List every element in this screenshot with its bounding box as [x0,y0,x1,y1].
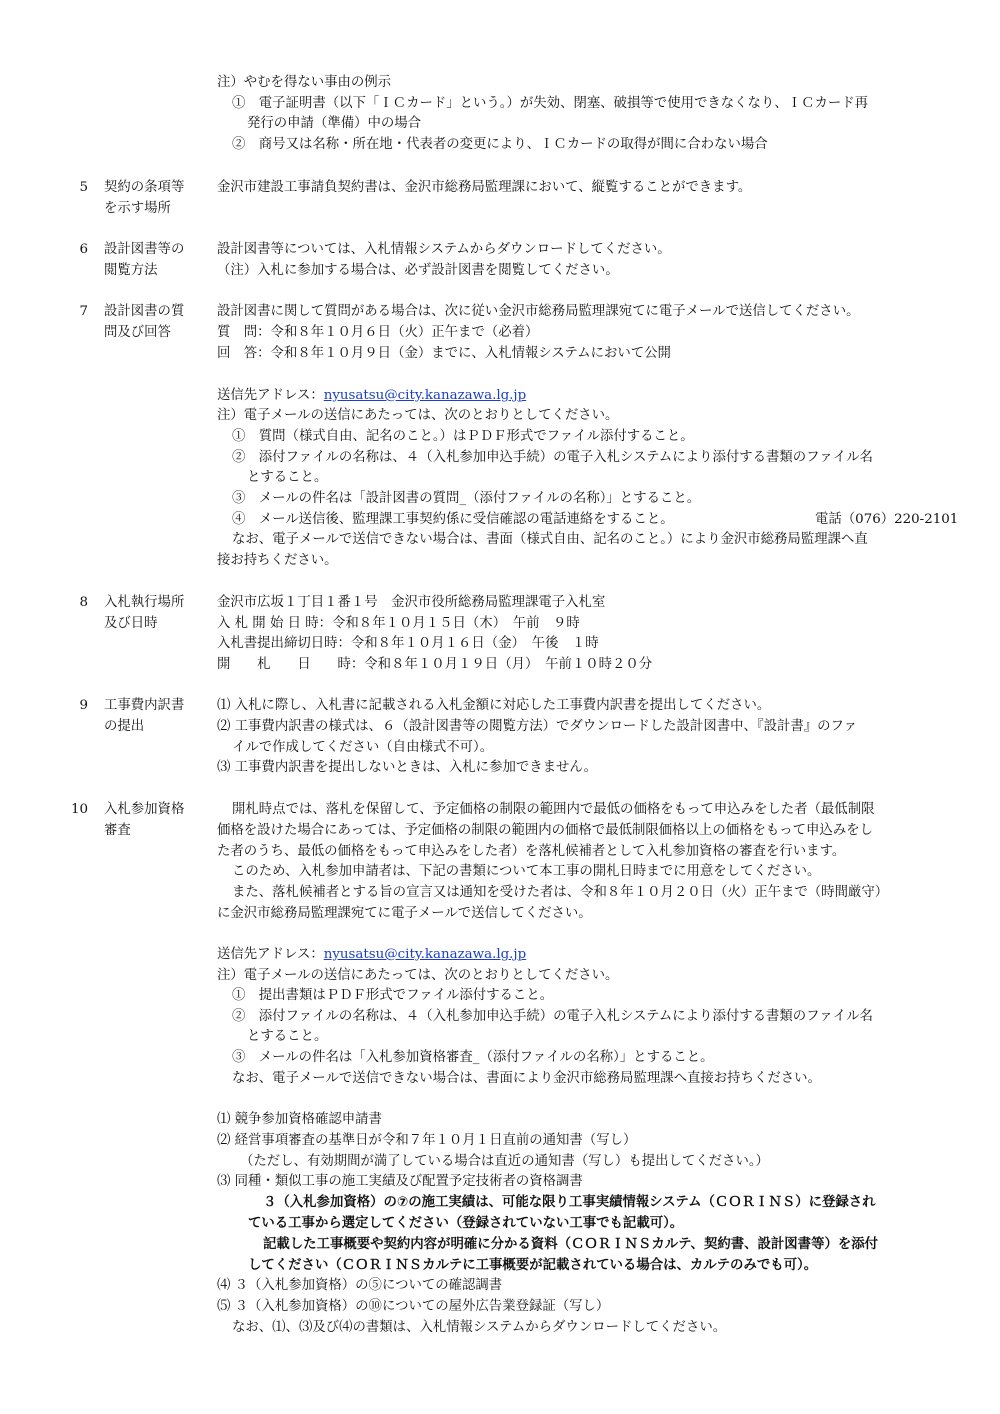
section-body: 質 問：令和８年１０月６日（火）正午まで（必着） [217,325,539,340]
note-item: ② 添付ファイルの名称は、４（入札参加申込手続）の電子入札システムにより添付する書類のファイル名 [232,1009,873,1024]
bold-notice: ている工事から選定してください（登録されていない工事でも記載可）。 [248,1216,684,1231]
section-heading: を示す場所 [104,201,171,216]
note-title: 注）電子メールの送信にあたっては、次のとおりとしてください。 [217,408,619,423]
document-item: ⑸ ３（入札参加資格）の⑩についての屋外広告業登録証（写し） [217,1299,610,1314]
document-item-note: （ただし、有効期間が満了している場合は直近の通知書（写し）も提出してください。） [240,1154,769,1169]
email-address-line [217,945,526,965]
note-footer: なお、電子メールで送信できない場合は、書面により金沢市総務局監理課へ直接お持ちください。 [232,1071,821,1086]
section-heading: 工事費内訳書 [104,698,185,713]
section-body: イルで作成してください（自由様式不可）。 [232,740,494,755]
note-footer: なお、電子メールで送信できない場合は、書面（様式自由、記名のこと。）により金沢市総務局監理課へ直 [232,532,868,547]
intro-note-item: 発行の申請（準備）中の場合 [247,116,422,131]
section-number: 6 [79,242,88,257]
document-item: ⑵ 経営事項審査の基準日が令和７年１０月１日直前の通知書（写し） [217,1133,637,1148]
note-item: ④ メール送信後、監理課工事契約係に受信確認の電話連絡をすること。 [232,512,674,527]
section-heading: 及び日時 [104,616,158,631]
section-number: 9 [79,698,88,713]
section-heading: 契約の条項等 [104,180,185,195]
section-body: 金沢市建設工事請負契約書は、金沢市総務局監理課において、縦覧することができます。 [217,180,752,195]
bold-notice: 記載した工事概要や契約内容が明確に分かる資料（ＣＯＲＩＮＳカルテ、契約書、設計図書等）を添付 [263,1237,879,1252]
bold-notice: してください（ＣＯＲＩＮＳカルテに工事概要が記載されている場合は、カルテのみでも可）。 [248,1258,818,1273]
note-item: とすること。 [247,1029,328,1044]
section-heading: 設計図書等の [104,242,185,257]
section-heading: 入札参加資格 [104,802,185,817]
section-body: このため、入札参加申請者は、下記の書類について本工事の開札日時までに用意をしてください。 [232,864,821,879]
section-number: 7 [79,304,88,319]
section-number: 8 [79,595,88,610]
section-body: に金沢市総務局監理課宛てに電子メールで送信してください。 [217,906,592,921]
section-body: また、落札候補者とする旨の宣言又は通知を受けた者は、令和８年１０月２０日（火）正午まで（時間厳守） [232,885,889,900]
section-heading: の提出 [104,719,145,734]
email-address-link[interactable]: nyusatsu@city.kanazawa.lg.jp [323,947,527,962]
section-body: （注）入札に参加する場合は、必ず設計図書を閲覧してください。 [217,263,619,278]
section-body: た者のうち、最低の価格をもって申込みをした者）を落札候補者として入札参加資格の審査を行います。 [217,844,846,859]
email-address-link[interactable]: nyusatsu@city.kanazawa.lg.jp [323,388,527,403]
section-number: 10 [70,802,88,817]
section-body: 設計図書等については、入札情報システムからダウンロードしてください。 [217,242,671,257]
section-body: ⑵ 工事費内訳書の様式は、６（設計図書等の閲覧方法）でダウンロードした設計図書中、『設計書』のファ [217,719,858,734]
document-item: ⑶ 同種・類似工事の施工実績及び配置予定技術者の資格調書 [217,1174,583,1189]
section-body: 設計図書に関して質問がある場合は、次に従い金沢市総務局監理課宛てに電子メールで送信してください。 [217,304,860,319]
email-address-line [217,386,526,406]
section-heading: 問及び回答 [104,325,171,340]
section-body: 金沢市広坂１丁目１番１号 金沢市役所総務局監理課電子入札室 [217,595,606,610]
bold-notice: ３（入札参加資格）の⑦の施工実績は、可能な限り工事実績情報システム（ＣＯＲＩＮＳ）に登録され [263,1195,876,1210]
note-footer: 接お持ちください。 [217,553,338,568]
section-heading: 設計図書の質 [104,304,185,319]
section-body: 価格を設けた場合にあっては、予定価格の制限の範囲内の価格で最低制限価格以上の価格をもって申込みをし [217,823,874,838]
section-heading: 審査 [104,823,131,838]
schedule-row: 開 札 日 時：令和８年１０月１９日（月） 午前１０時２０分 [217,657,653,672]
section-heading: 閲覧方法 [104,263,158,278]
email-address-label: 送信先アドレス： [217,388,324,403]
document-item: ⑷ ３（入札参加資格）の⑤についての確認調書 [217,1278,503,1293]
note-item: ① 質問（様式自由、記名のこと。）はＰＤＦ形式でファイル添付すること。 [232,429,694,444]
intro-note-item: ② 商号又は名称・所在地・代表者の変更により、ＩＣカードの取得が間に合わない場合 [232,137,768,152]
note-title: 注）電子メールの送信にあたっては、次のとおりとしてください。 [217,968,619,983]
note-item: ② 添付ファイルの名称は、４（入札参加申込手続）の電子入札システムにより添付する書類のファイル名 [232,450,873,465]
note-item: ③ メールの件名は「設計図書の質問_（添付ファイルの名称）」とすること。 [232,491,701,506]
schedule-row: 入札書提出締切日時：令和８年１０月１６日（金） 午後 １時 [217,636,599,651]
intro-note-title: 注）やむを得ない事由の例示 [217,75,392,90]
section-body: 回 答：令和８年１０月９日（金）までに、入札情報システムにおいて公開 [217,346,671,361]
section-body: 開札時点では、落札を保留して、予定価格の制限の範囲内で最低の価格をもって申込みをした者（最低制限 [232,802,875,817]
email-address-label: 送信先アドレス： [217,947,324,962]
note-item: とすること。 [247,470,328,485]
section-number: 5 [79,180,88,195]
section-heading: 入札執行場所 [104,595,185,610]
document-item: ⑴ 競争参加資格確認申請書 [217,1112,382,1127]
section-body: ⑴ 入札に際し、入札書に記載される入札金額に対応した工事費内訳書を提出してください。 [217,698,771,713]
section-body: ⑶ 工事費内訳書を提出しないときは、入札に参加できません。 [217,760,597,775]
document-footer: なお、⑴、⑶及び⑷の書類は、入札情報システムからダウンロードしてください。 [232,1320,727,1335]
schedule-row: 入 札 開 始 日 時：令和８年１０月１５日（木） 午前 ９時 [217,616,580,631]
note-item: ① 提出書類はＰＤＦ形式でファイル添付すること。 [232,988,554,1003]
note-item: ③ メールの件名は「入札参加資格審査_（添付ファイルの名称）」とすること。 [232,1050,714,1065]
intro-note-item: ① 電子証明書（以下「ＩＣカード」という。）が失効、閉塞、破損等で使用できなくなり、ＩＣカード再 [232,96,869,111]
phone-number: 電話（076）220-2101 [815,512,959,527]
